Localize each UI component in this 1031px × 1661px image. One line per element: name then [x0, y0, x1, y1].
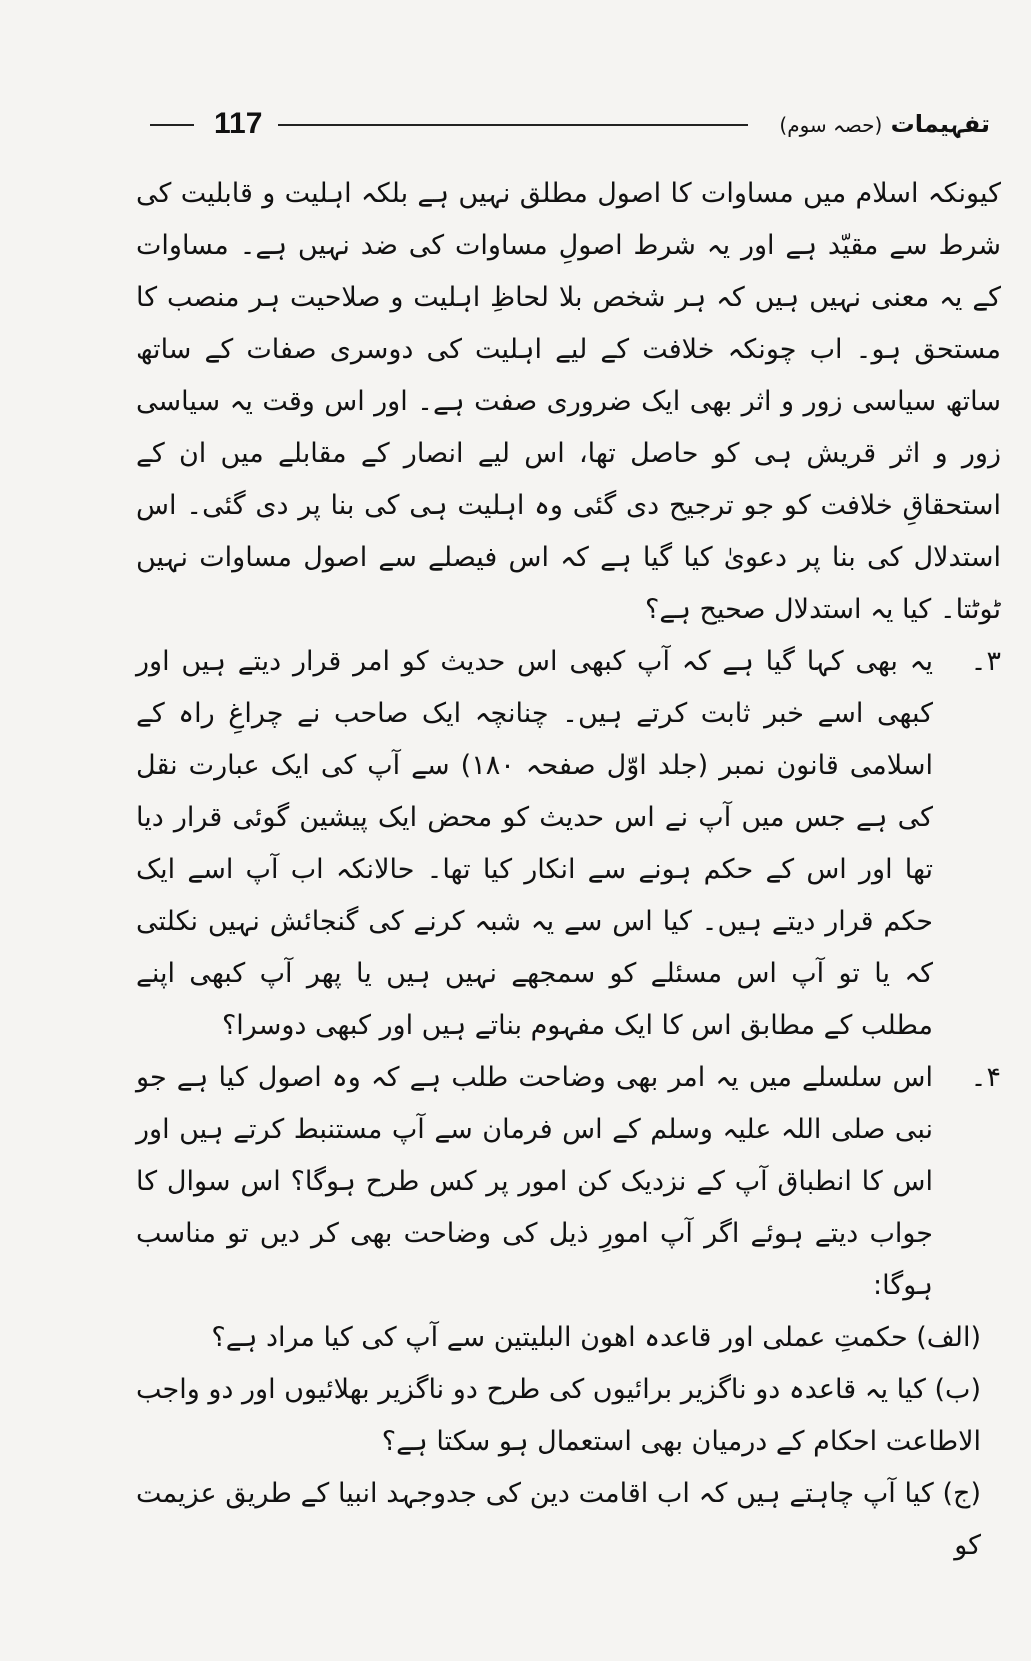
- header-rule-middle: [278, 124, 748, 126]
- intro-paragraph: کیونکہ اسلام میں مساوات کا اصول مطلق نہیں ہے بلکہ اہلیت و قابلیت کی شرط سے مقیّد ہے اور یہ شرط اصولِ مساوات کی ضد نہیں ہے۔ مساوات کے یہ معنی نہیں ہیں کہ ہر شخص بلا لحاظِ اہلیت و صلاحیت ہر منصب کا مستحق ہو۔ اب چونکہ خلافت کے لیے اہلیت کی دوسری صفات کے ساتھ ساتھ سیاسی زور و اثر بھی ایک ضروری صفت ہے۔ اور اس وقت یہ سیاسی زور و اثر قریش ہی کو حاصل تھا، اس لیے انصار کے مقابلے میں ان کے استحقاقِ خلافت کو جو ترجیح دی گئی وہ اہلیت ہی کی بنا پر دی گئی۔ اس استدلال کی بنا پر دعویٰ کیا گیا ہے کہ اس فیصلے سے اصول مساوات نہیں ٹوٹتا۔ کیا یہ استدلال صحیح ہے؟: [136, 178, 1001, 625]
- sub-item-jeem: (ج) کیا آپ چاہتے ہیں کہ اب اقامت دین کی جدوجہد انبیا کے طریق عزیمت کو: [136, 1478, 981, 1561]
- header-rule-left: [150, 124, 194, 126]
- sub-item-bay: (ب) کیا یہ قاعدہ دو ناگزیر برائیوں کی طرح دو ناگزیر بھلائیوں اور دو واجب الاطاعت احکام کے درمیان بھی استعمال ہو سکتا ہے؟: [136, 1374, 981, 1457]
- numbered-item-3: [136, 636, 1001, 1052]
- item-text: اس سلسلے میں یہ امر بھی وضاحت طلب ہے کہ وہ اصول کیا ہے جو نبی صلی اللہ علیہ وسلم کے اس فرمان سے آپ مستنبط کرتے ہیں اور اس کا انطباق آپ کے نزدیک کن امور پر کس طرح ہوگا؟ اس سوال کا جواب دیتے ہوئے اگر آپ امورِ ذیل کی وضاحت بھی کر دیں تو مناسب ہوگا:: [136, 1062, 933, 1301]
- page-number: 117: [214, 107, 263, 140]
- item-number: ۴۔: [970, 1062, 1001, 1093]
- item-text: یہ بھی کہا گیا ہے کہ آپ کبھی اس حدیث کو امر قرار دیتے ہیں اور کبھی اسے خبر ثابت کرتے ہیں۔ چنانچہ ایک صاحب نے چراغِ راہ کے اسلامی قانون نمبر (جلد اوّل صفحہ ۱۸۰) سے آپ کی ایک عبارت نقل کی ہے جس میں آپ نے اس حدیث کو محض ایک پیشین گوئی قرار دیا تھا اور اس کے حکم ہونے سے انکار کیا تھا۔ حالانکہ اب آپ اسے ایک حکم قرار دیتے ہیں۔ کیا اس سے یہ شبہ کرنے کی گنجائش نہیں نکلتی کہ یا تو آپ اس مسئلے کو سمجھے نہیں ہیں یا پھر آپ کبھی اپنے مطلب کے مطابق اس کا ایک مفہوم بناتے ہیں اور کبھی دوسرا؟: [136, 646, 933, 1041]
- sub-item-alif: (الف) حکمتِ عملی اور قاعدہ اھون البلیتین سے آپ کی کیا مراد ہے؟: [211, 1322, 981, 1353]
- book-title-text: تفہیمات: [890, 110, 990, 138]
- numbered-item-4: [136, 1052, 1001, 1312]
- book-part: (حصہ سوم): [779, 113, 883, 137]
- book-title: [779, 104, 990, 145]
- item-number: ۳۔: [970, 646, 1001, 677]
- running-header: [150, 102, 990, 146]
- page-body: [136, 168, 1001, 1572]
